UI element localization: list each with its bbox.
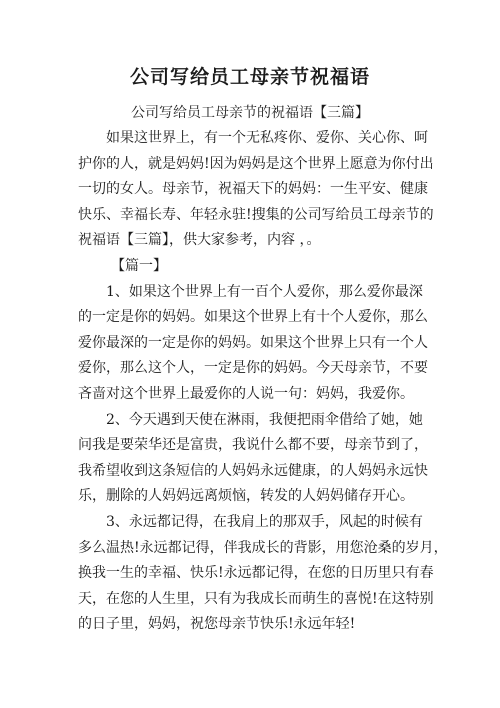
blessing-item-2 <box>78 408 438 510</box>
page-title: 公司写给员工母亲节祝福语 <box>129 66 370 88</box>
intro-line: 一切的女人。母亲节，祝福天下的妈妈：一生平安、健康 <box>78 181 428 198</box>
blessing-item-3 <box>78 510 448 638</box>
item-line: 3、永远都记得，在我肩上的那双手，风起的时候有 <box>106 513 423 530</box>
item-line: 的日子里，妈妈，祝您母亲节快乐!永远年轻! <box>78 616 356 633</box>
item-line: 换我一生的幸福、快乐!永远都记得，在您的日历里只有春 <box>78 565 434 582</box>
section-heading: 【篇一】 <box>111 257 167 274</box>
item-line: 天，在您的人生里，只有为我成长而萌生的喜悦!在这特别 <box>78 590 434 607</box>
intro-line: 如果这世界上，有一个无私疼你、爱你、关心你、呵 <box>106 130 428 146</box>
item-line: 问我是要荣华还是富贵，我说什么都不要，母亲节到了， <box>78 437 428 454</box>
document-body <box>78 126 448 638</box>
item-line: 我希望收到这条短信的人妈妈永远健康，的人妈妈永远快 <box>78 462 428 479</box>
item-line: 2、今天遇到天使在淋雨，我便把雨伞借给了她，她 <box>106 411 423 428</box>
intro-paragraph <box>78 126 438 254</box>
item-line: 1、如果这个世界上有一百个人爱你，那么爱你最深 <box>106 283 423 300</box>
item-line: 多么温热!永远都记得，伴我成长的背影，用您沧桑的岁月， <box>78 539 448 556</box>
intro-line: 护你的人，就是妈妈!因为妈妈是这个世界上愿意为你付出 <box>78 155 434 172</box>
item-line: 的一定是你的妈妈。如果这个世界上有十个人爱你，那么 <box>78 309 428 326</box>
blessing-item-1 <box>78 280 438 408</box>
item-line: 吝啬对这个世界上最爱你的人说一句：妈妈，我爱你。 <box>78 385 414 402</box>
item-line: 爱你，那么这个人，一定是你的妈妈。今天母亲节，不要 <box>78 360 428 377</box>
page-subtitle: 公司写给员工母亲节的祝福语【三篇】 <box>131 105 369 121</box>
item-line: 爱你最深的一定是你的妈妈。如果这个世界上只有一个人 <box>78 334 428 351</box>
intro-line: 快乐、幸福长寿、年轻永驻!搜集的公司写给员工母亲节的 <box>78 206 434 223</box>
intro-line: 祝福语【三篇】，供大家参考，内容 ，。 <box>78 232 321 249</box>
item-line: 乐，删除的人妈妈远离烦恼，转发的人妈妈储存开心。 <box>78 488 414 505</box>
